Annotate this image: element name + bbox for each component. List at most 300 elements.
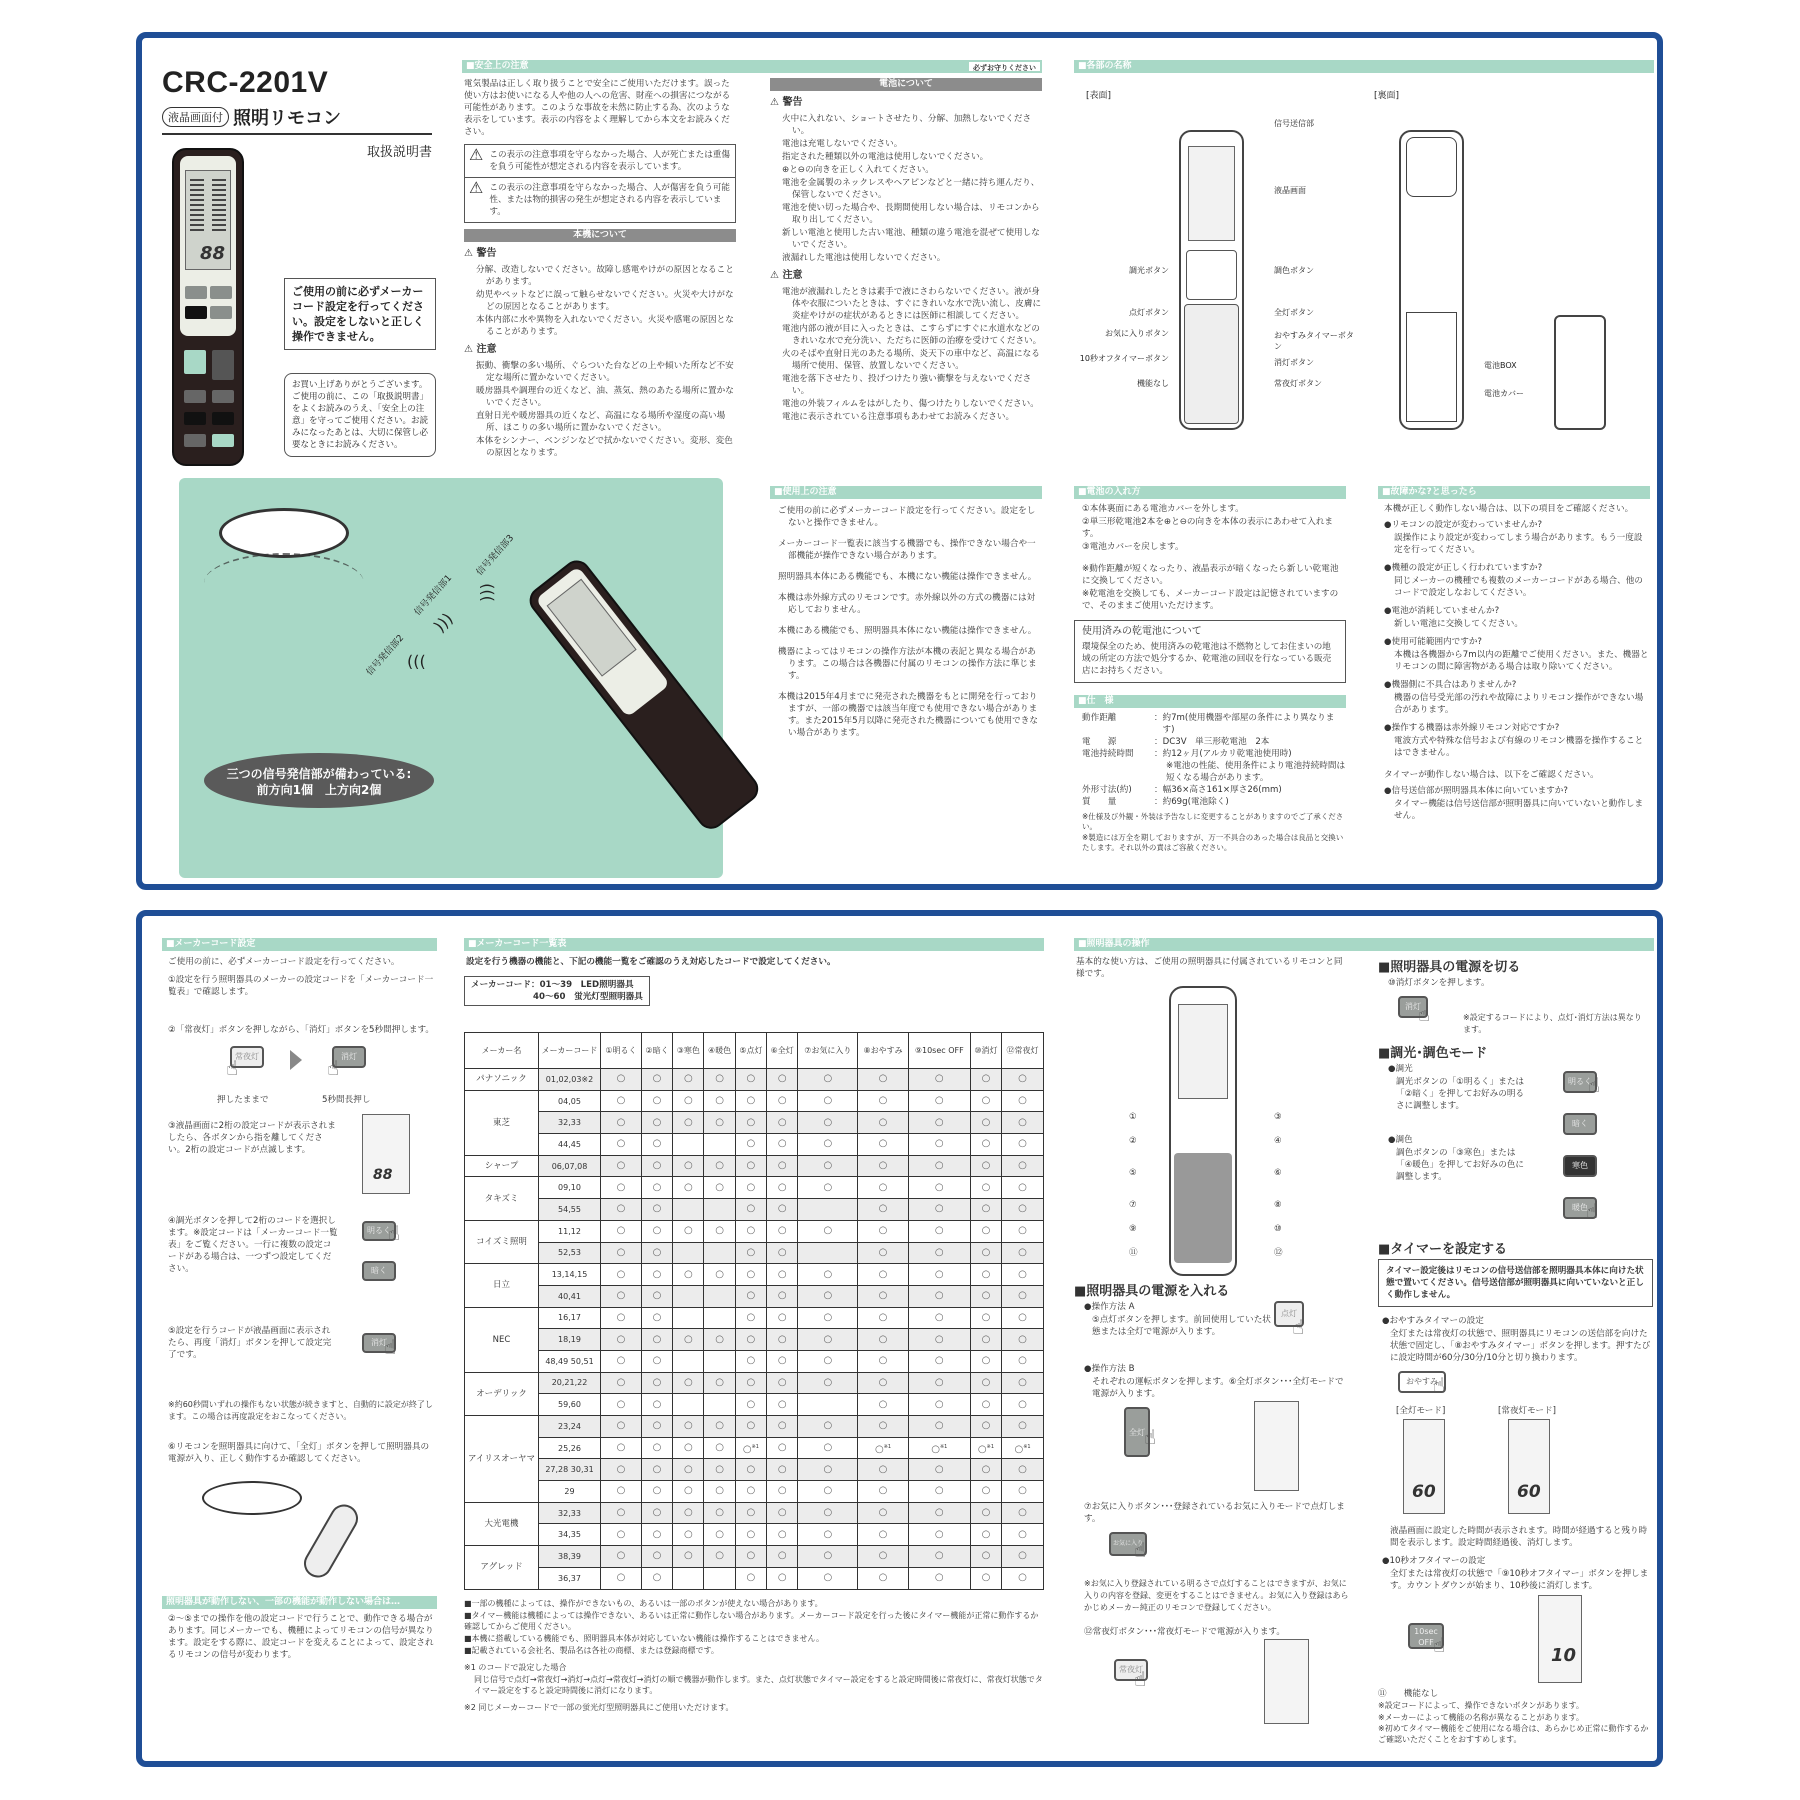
maker-cell: パナソニック: [465, 1069, 539, 1091]
supported-mark-icon: ○: [934, 1463, 944, 1475]
supported-mark-icon: ○: [746, 1203, 756, 1215]
supported-mark-icon: ○: [616, 1181, 626, 1193]
support-cell: [908, 1285, 970, 1307]
cover: [162, 66, 432, 160]
code-cell: 34,35: [539, 1524, 601, 1546]
supported-mark-icon: ○: [616, 1485, 626, 1497]
night-light-button: [212, 434, 234, 447]
support-cell: [908, 1546, 970, 1568]
support-cell: [601, 1069, 642, 1091]
support-cell: [767, 1307, 798, 1329]
supported-mark-icon: ○: [616, 1095, 626, 1107]
code-cell: 01,02,03※2: [539, 1069, 601, 1091]
supported-mark-icon: ○: [683, 1463, 693, 1475]
manual-page-2: [136, 910, 1663, 1767]
supported-mark-icon: ○: [683, 1073, 693, 1085]
range-fluorescent: 40〜60 蛍光灯型照明器具: [533, 992, 643, 1002]
support-cell: [858, 1242, 908, 1264]
code-cell: 27,28 30,31: [539, 1459, 601, 1481]
support-cell: [858, 1069, 908, 1091]
supported-mark-icon: ○: [1018, 1420, 1027, 1432]
support-cell: [735, 1242, 766, 1264]
remote-illustration: [172, 148, 244, 466]
support-cell: [767, 1199, 798, 1221]
supported-mark-icon: ○: [683, 1160, 693, 1172]
method-title: ●操作方法 A: [1084, 1302, 1135, 1312]
supported-mark-icon: ○: [823, 1160, 833, 1172]
supported-mark-icon: ○: [981, 1528, 991, 1540]
supported-mark-icon: ○: [1018, 1528, 1027, 1540]
support-cell: [735, 1372, 766, 1394]
caption-line-1: 三つの信号発信部が備わっている:: [226, 767, 412, 781]
code-cell: 04,05: [539, 1090, 601, 1112]
thanks-note: お買い上げありがとうございます。ご使用の前に、この「取扱説明書」をよくお読みのうえ、「安全上の注意」を守ってご使用ください。お読みになったあとは、大切に保管し必要なときにお読みください。: [284, 373, 436, 457]
hand-press-icon: ☝: [1586, 1199, 1599, 1223]
supported-mark-icon: ○: [652, 1290, 662, 1302]
legend-text: この表示の注意事項を守らなかった場合、人が傷害を負う可能性、または物的損害の発生が想定される内容を表示しています。: [489, 183, 730, 217]
table-footnotes: [464, 1598, 1044, 1713]
support-cell: [767, 1416, 798, 1438]
dark-btn-illus: 暗く: [1563, 1113, 1597, 1135]
supported-mark-icon: ○: [616, 1420, 626, 1432]
supported-mark-icon: ○: [777, 1528, 787, 1540]
step: ①本体裏面にある電池カバーを外します。: [1082, 504, 1244, 514]
supported-mark-icon: ○: [616, 1355, 626, 1367]
column-header: ⑨10sec OFF: [908, 1033, 970, 1069]
support-cell: [704, 1394, 735, 1416]
support-cell: [673, 1502, 704, 1524]
usage-list: [770, 499, 1042, 739]
column-header: メーカー名: [465, 1033, 539, 1069]
trouble-answer: 新しい電池に交換してください。: [1394, 619, 1523, 629]
callout-color-button: 調色ボタン: [1274, 266, 1314, 275]
support-cell: [601, 1329, 642, 1351]
callout-sleep-timer-button: おやすみタイマーボタン: [1274, 331, 1354, 351]
support-cell: [1002, 1090, 1044, 1112]
callout-lcd: 液晶画面: [1274, 186, 1306, 195]
supported-mark-icon: ○: [683, 1442, 693, 1454]
table-row: [465, 1329, 1044, 1351]
supported-mark-icon: ○: [746, 1290, 756, 1302]
back-label: [裏面]: [1374, 91, 1400, 101]
step: ③電池カバーを戻します。: [1082, 542, 1184, 552]
support-cell: [735, 1069, 766, 1091]
caption-line-2: 前方向1個 上方向2個: [256, 783, 382, 797]
color-text: 調色ボタンの「③寒色」または「④暖色」を押してお好みの色に調整します。: [1396, 1148, 1525, 1182]
table-row: [465, 1134, 1044, 1156]
support-cell: [704, 1134, 735, 1156]
supported-mark-icon: ○: [878, 1420, 888, 1432]
list-item: 電池は充電しないでください。: [782, 139, 903, 149]
spec-label: 電池持続時間: [1082, 749, 1134, 759]
table-row: [465, 1481, 1044, 1503]
supported-mark-icon: ○: [934, 1355, 944, 1367]
night-light-btn-illus: 常夜灯: [1114, 1659, 1148, 1681]
supported-mark-icon: ○: [1018, 1572, 1027, 1584]
callout-number: ③: [1274, 1112, 1282, 1122]
supported-mark-icon: ○: [715, 1268, 724, 1280]
support-cell: [858, 1546, 908, 1568]
support-cell: [970, 1437, 1001, 1459]
supported-mark-icon: ○: [715, 1225, 724, 1237]
spec-label: 動作距離: [1082, 713, 1117, 723]
supported-mark-icon: ○: [977, 1443, 987, 1455]
supported-mark-icon: ○: [878, 1138, 888, 1150]
supported-mark-icon: ○: [934, 1311, 944, 1323]
install-steps: [1074, 499, 1346, 612]
support-cell: [858, 1481, 908, 1503]
supported-mark-icon: ○: [823, 1420, 833, 1432]
supported-mark-icon: ○: [1018, 1398, 1027, 1410]
step: ②単三形乾電池2本を⊕と⊖の向きを本体の表示にあわせて入れます。: [1082, 517, 1334, 539]
support-cell: [673, 1372, 704, 1394]
supported-mark-icon: ○: [981, 1225, 991, 1237]
support-cell: [735, 1329, 766, 1351]
supported-mark-icon: ○: [1018, 1181, 1027, 1193]
support-cell: [767, 1242, 798, 1264]
supported-mark-icon: ○: [616, 1507, 626, 1519]
supported-mark-icon: ○: [652, 1507, 662, 1519]
support-cell: [908, 1090, 970, 1112]
remote-face: [180, 156, 236, 336]
support-cell: [704, 1546, 735, 1568]
ceiling-light-icon: [219, 508, 349, 558]
supported-mark-icon: ○: [1018, 1246, 1027, 1258]
ceiling-light-icon: [202, 1481, 302, 1515]
night-light-btn-illus: 常夜灯: [230, 1046, 264, 1068]
support-cell: [1002, 1459, 1044, 1481]
section-header: ■故障かな?と思ったら: [1378, 486, 1650, 499]
remote-in-hand-icon: [299, 1499, 363, 1582]
support-cell: [798, 1524, 858, 1546]
support-cell: [673, 1567, 704, 1589]
supported-mark-icon: ○: [746, 1420, 756, 1432]
support-cell: [767, 1546, 798, 1568]
section-header: ■各部の名称: [1074, 60, 1654, 73]
column-header: ⑧おやすみ: [858, 1033, 908, 1069]
spec-value: 約7m(使用機器や部屋の条件により異なります): [1162, 713, 1335, 735]
support-cell: [970, 1459, 1001, 1481]
section-header: [462, 60, 1042, 73]
support-cell: [704, 1242, 735, 1264]
supported-mark-icon: ○: [1018, 1268, 1027, 1280]
supported-mark-icon: ○: [1018, 1550, 1027, 1562]
support-cell: [798, 1329, 858, 1351]
trouble-text: ②〜⑤までの操作を他の設定コードで行うことで、動作できる場合があります。同じメーカーでも、機種によってリモコンの信号が異なります。設定をする際に、設定コードを変えることによって、設定されるリモコンの信号が変わります。: [168, 1614, 434, 1660]
supported-mark-icon: ○: [1018, 1225, 1027, 1237]
color-bars: [212, 179, 226, 234]
list-item: 本機は赤外線方式のリモコンです。赤外線以外の方式の機器には対応しておりません。: [778, 593, 1036, 615]
supported-mark-icon: ○: [652, 1225, 662, 1237]
support-cell: [970, 1567, 1001, 1589]
hand-press-icon: ☝: [226, 1056, 239, 1080]
column-header: ⑤点灯: [735, 1033, 766, 1069]
supported-mark-icon: ○: [1018, 1290, 1027, 1302]
supported-mark-icon: ○: [652, 1181, 662, 1193]
trouble-answer: 誤操作により設定が変わってしまう場合があります。もう一度設定を行ってください。: [1394, 533, 1643, 555]
callout-transmitter: 信号送信部: [1274, 119, 1314, 128]
supported-mark-icon: ○: [746, 1398, 756, 1410]
code-list-intro: 設定を行う機器の機能と、下記の機能一覧をご確認のうえ対応したコードで設定してください。: [466, 957, 836, 967]
trouble-bar: 照明器具が動作しない、一部の機能が動作しない場合は…: [162, 1596, 437, 1609]
signal-wave-icon: ))): [430, 609, 457, 636]
note: ※製造には万全を期しておりますが、万一不具合のあった場合は良品と交換いたします。それ以外の責はご容赦ください。: [1082, 833, 1344, 852]
supported-mark-icon: ○: [652, 1420, 662, 1432]
table-row: [465, 1112, 1044, 1134]
support-cell: [673, 1394, 704, 1416]
dark-btn-illus: 暗く: [362, 1261, 396, 1281]
supported-mark-icon: ○: [683, 1376, 693, 1388]
supported-mark-icon: ○: [777, 1442, 787, 1454]
support-cell: [798, 1372, 858, 1394]
support-cell: [673, 1199, 704, 1221]
support-cell: [641, 1546, 672, 1568]
supported-mark-icon: ○: [934, 1398, 944, 1410]
support-cell: [673, 1069, 704, 1091]
cool-button: [210, 286, 232, 299]
back-top-panel: [1406, 137, 1457, 197]
list-item: 新しい電池と使用した古い電池、種類の違う電池を混ぜて使用しないでください。: [782, 228, 1040, 250]
support-cell: [970, 1329, 1001, 1351]
signal-label-3: 信号発信部3: [474, 533, 517, 578]
signal-label-1: 信号発信部1: [412, 573, 455, 618]
hand-press-icon: ☝: [388, 1221, 401, 1245]
supported-mark-icon: ○: [823, 1138, 833, 1150]
supported-mark-icon: ○: [777, 1376, 787, 1388]
lcd-all-light-icon: [1254, 1401, 1299, 1491]
supported-mark-icon: ○: [652, 1572, 662, 1584]
hand-press-icon: ☝: [1134, 1538, 1147, 1562]
supported-mark-icon: ○: [1018, 1203, 1027, 1215]
caution-heading: ⚠ 注意: [464, 344, 497, 355]
table-row: [465, 1199, 1044, 1221]
lcd-countdown-value: 10: [1551, 1645, 1577, 1666]
caution-label: 注意: [782, 270, 803, 281]
maker-cell: タキズミ: [465, 1177, 539, 1220]
support-cell: [1002, 1481, 1044, 1503]
column-header: ⑫常夜灯: [1002, 1033, 1044, 1069]
support-cell: [735, 1220, 766, 1242]
supported-mark-icon: ○: [777, 1355, 787, 1367]
support-cell: [641, 1155, 672, 1177]
legend-warning: [465, 145, 735, 178]
code-cell: 16,17: [539, 1307, 601, 1329]
maker-cell: アイリスオーヤマ: [465, 1416, 539, 1503]
support-cell: [767, 1372, 798, 1394]
support-cell: [601, 1567, 642, 1589]
supported-mark-icon: ○: [777, 1507, 787, 1519]
support-cell: [858, 1112, 908, 1134]
signal-label-2: 信号発信部2: [364, 633, 407, 678]
power-off-text: ⑩消灯ボタンを押します。: [1388, 978, 1490, 988]
support-cell: [798, 1155, 858, 1177]
support-cell: [970, 1220, 1001, 1242]
tilted-remote-illustration: [524, 555, 764, 834]
support-cell: [601, 1307, 642, 1329]
supported-mark-icon: ○: [823, 1376, 833, 1388]
signal-caption: [204, 753, 434, 808]
supported-mark-icon: ○: [746, 1095, 756, 1107]
setting-intro: ご使用の前に、必ずメーカーコード設定を行ってください。: [168, 957, 400, 967]
support-cell: [858, 1199, 908, 1221]
lcd-night-mode-icon: [1508, 1419, 1550, 1514]
footnote-mark: ※1: [751, 1443, 759, 1450]
support-cell: [673, 1112, 704, 1134]
code-cell: 54,55: [539, 1199, 601, 1221]
supported-mark-icon: ○: [616, 1116, 626, 1128]
brightness-bars: [190, 179, 204, 234]
list-item: メーカーコード一覧表に該当する機器でも、操作できない場合や一部機能が操作できない場合があります。: [778, 539, 1036, 561]
sleep-button: [212, 390, 234, 403]
supported-mark-icon: ○: [934, 1528, 944, 1540]
support-cell: [735, 1177, 766, 1199]
section-header: ■メーカーコード一覧表: [464, 938, 1044, 951]
supported-mark-icon: ○: [1018, 1485, 1027, 1497]
supported-mark-icon: ○: [981, 1485, 991, 1497]
support-cell: [704, 1502, 735, 1524]
dim-text: 調光ボタンの「①明るく」または「②暗く」を押してお好みの明るさに調整します。: [1396, 1077, 1525, 1111]
support-cell: [704, 1220, 735, 1242]
support-cell: [1002, 1350, 1044, 1372]
support-cell: [704, 1069, 735, 1091]
disposal-text: 環境保全のため、使用済みの乾電池は不燃物としてお住まいの地域の所定の方法で処分するか、乾電池の回収を行なっている販売店にお持ちください。: [1082, 642, 1332, 676]
spec-value: 幅36×高さ161×厚さ26(mm): [1162, 785, 1282, 795]
support-cell: [858, 1220, 908, 1242]
supported-mark-icon: ○: [652, 1203, 662, 1215]
supported-mark-icon: ○: [652, 1550, 662, 1562]
supported-mark-icon: ○: [683, 1095, 693, 1107]
manual-page-1: [136, 32, 1663, 890]
support-cell: [673, 1090, 704, 1112]
footnote-mark: ※1: [939, 1443, 948, 1450]
code-cell: 23,24: [539, 1416, 601, 1438]
table-header-row: [465, 1033, 1044, 1069]
spec-note: ※電池の性能、使用条件により電池持続時間は短くなる場合があります。: [1166, 761, 1346, 783]
support-cell: [601, 1372, 642, 1394]
list-item: 電池内部の液が目に入ったときは、こすらずにすぐに水道水などのきれいな水で充分洗い、ただちに医師の治療を受けてください。: [782, 324, 1042, 346]
support-cell: [673, 1329, 704, 1351]
list-item: 電池を金属製のネックレスやヘアピンなどと一緒に持ち運んだり、保管しないでください。: [782, 178, 1040, 200]
table-row: [465, 1220, 1044, 1242]
support-cell: [970, 1134, 1001, 1156]
support-cell: [970, 1350, 1001, 1372]
supported-mark-icon: ○: [777, 1550, 787, 1562]
supported-mark-icon: ○: [981, 1507, 991, 1519]
support-cell: [798, 1112, 858, 1134]
support-cell: [798, 1459, 858, 1481]
warm-btn-illus: 暖色: [1563, 1197, 1597, 1219]
maker-cell: NEC: [465, 1307, 539, 1372]
support-cell: [798, 1437, 858, 1459]
supported-mark-icon: ○: [934, 1225, 944, 1237]
code-cell: 25,26: [539, 1437, 601, 1459]
spec-value: 約69g(電池除く): [1162, 797, 1229, 807]
support-cell: [970, 1285, 1001, 1307]
table-row: [465, 1416, 1044, 1438]
supported-mark-icon: ○: [878, 1528, 888, 1540]
support-cell: [1002, 1134, 1044, 1156]
support-cell: [908, 1134, 970, 1156]
supported-mark-icon: ○: [823, 1095, 833, 1107]
caution-label: 注意: [476, 344, 497, 355]
support-cell: [601, 1285, 642, 1307]
supported-mark-icon: ○: [616, 1572, 626, 1584]
support-cell: [601, 1090, 642, 1112]
support-cell: [704, 1090, 735, 1112]
supported-mark-icon: ○: [683, 1507, 693, 1519]
supported-mark-icon: ○: [878, 1160, 888, 1172]
support-cell: [673, 1177, 704, 1199]
step4-row: [162, 1215, 437, 1325]
hand-press-icon: ☝: [1588, 1073, 1601, 1097]
support-cell: [704, 1481, 735, 1503]
support-cell: [735, 1437, 766, 1459]
supported-mark-icon: ○: [777, 1333, 787, 1345]
support-cell: [767, 1177, 798, 1199]
support-cell: [970, 1307, 1001, 1329]
supported-mark-icon: ○: [1018, 1463, 1027, 1475]
supported-mark-icon: ○: [878, 1181, 888, 1193]
callout-number: ④: [1274, 1136, 1282, 1146]
support-cell: [767, 1069, 798, 1091]
supported-mark-icon: ○: [1018, 1311, 1027, 1323]
callout-number: ⑧: [1274, 1200, 1282, 1210]
support-cell: [908, 1394, 970, 1416]
supported-mark-icon: ○: [715, 1160, 724, 1172]
support-cell: [767, 1437, 798, 1459]
code-cell: 59,60: [539, 1394, 601, 1416]
support-cell: [704, 1350, 735, 1372]
column-header: ⑩消灯: [970, 1033, 1001, 1069]
supported-mark-icon: ○: [777, 1225, 787, 1237]
list-item: 本体内部に水や異物を入れないでください。火災や感電の原因となることがあります。: [476, 315, 734, 337]
note: ※乾電池を交換しても、メーカーコード設定は記憶されていますので、そのままご使用いただけます。: [1082, 589, 1339, 611]
support-cell: [704, 1416, 735, 1438]
cool-btn-illus: 寒色: [1563, 1155, 1597, 1177]
supported-mark-icon: ○: [823, 1528, 833, 1540]
lcd-night-light-icon: [1264, 1639, 1309, 1724]
table-row: [465, 1242, 1044, 1264]
table-row: [465, 1459, 1044, 1481]
power-off-title: ■照明器具の電源を切る: [1378, 960, 1521, 975]
supported-mark-icon: ○: [1018, 1073, 1027, 1085]
supported-mark-icon: ○: [934, 1376, 944, 1388]
setting-step-6: ⑥リモコンを照明器具に向けて、「全灯」ボタンを押して照明器具の電源が入り、正しく動作するか確認してください。: [168, 1442, 430, 1464]
supported-mark-icon: ○: [981, 1203, 991, 1215]
supported-mark-icon: ○: [1018, 1376, 1027, 1388]
support-cell: [798, 1416, 858, 1438]
note: ※メーカーによって機能の名称が異なることがあります。: [1378, 1712, 1584, 1722]
support-cell: [1002, 1242, 1044, 1264]
supported-mark-icon: ○: [981, 1073, 991, 1085]
supported-mark-icon: ○: [652, 1485, 662, 1497]
operation-right: [1378, 956, 1653, 1746]
supported-mark-icon: ○: [874, 1443, 884, 1455]
timer-notice: タイマー設定後はリモコンの信号送信部を照明器具本体に向けた状態で置いてください。信号送信部が照明器具に向いていないと正しく動作しません。: [1378, 1259, 1653, 1307]
maker-cell: 大光電機: [465, 1502, 539, 1545]
power-off-note: ※設定するコードにより、点灯･消灯方法は異なります。: [1463, 1013, 1642, 1034]
lcd-all-mode-icon: [1403, 1419, 1445, 1514]
supported-mark-icon: ○: [981, 1550, 991, 1562]
support-cell: [673, 1481, 704, 1503]
supported-mark-icon: ○: [934, 1485, 944, 1497]
note: ※設定コードによって、操作できないボタンがあります。: [1378, 1701, 1584, 1710]
support-cell: [908, 1372, 970, 1394]
support-cell: [970, 1112, 1001, 1134]
dark-button: [185, 306, 207, 319]
support-cell: [798, 1350, 858, 1372]
supported-mark-icon: ○: [823, 1550, 833, 1562]
